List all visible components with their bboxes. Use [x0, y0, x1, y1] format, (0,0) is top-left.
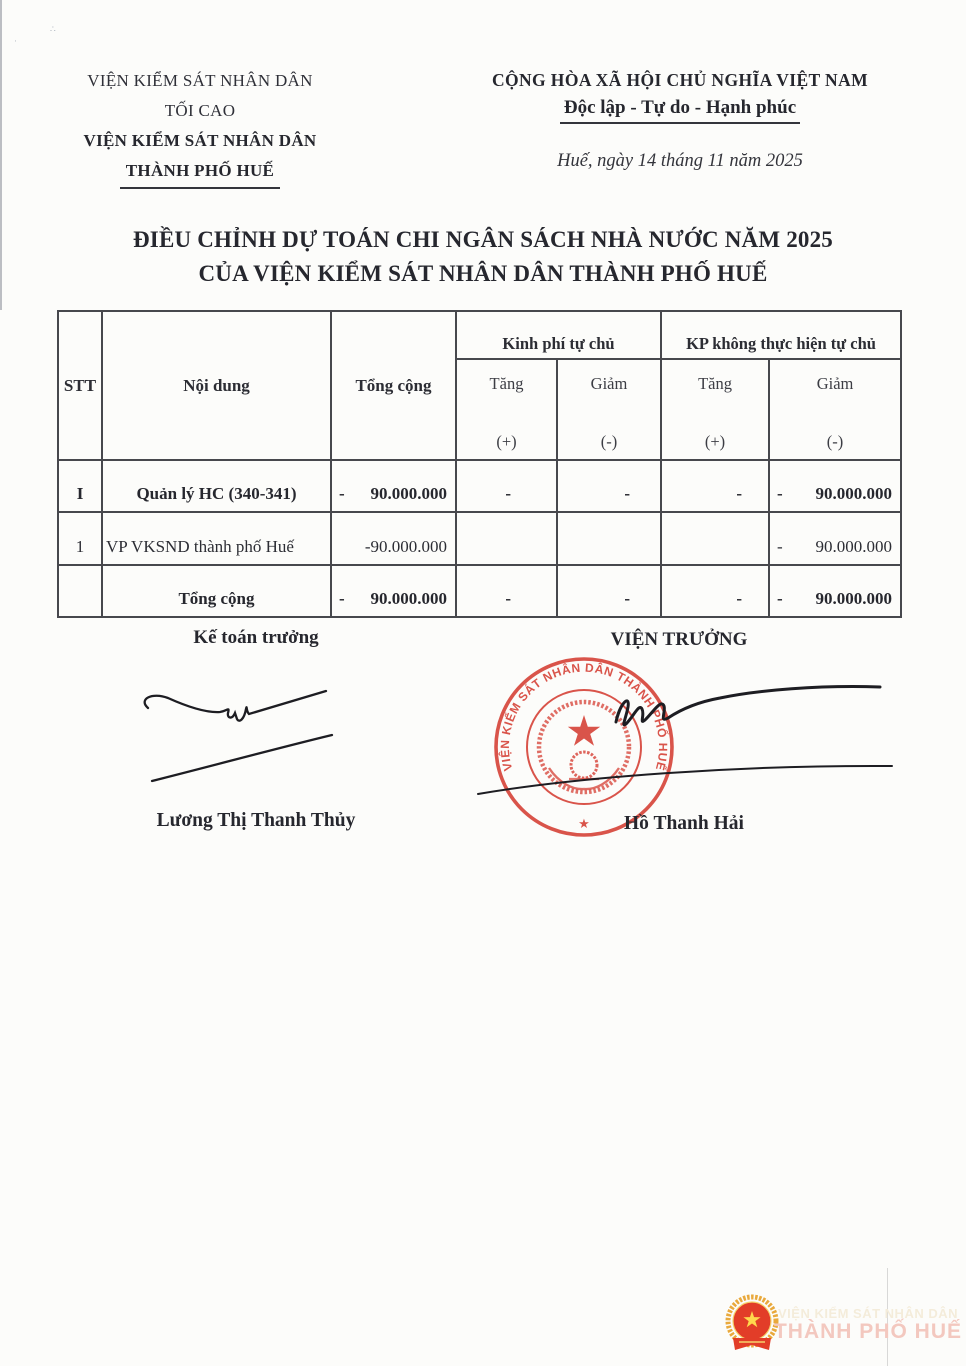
- agency-parent-line2: TỐI CAO: [164, 101, 236, 120]
- dash: -: [339, 484, 345, 503]
- cell-tang-1: -: [456, 460, 557, 512]
- stamp-arc-text: VIỆN KIỂM SÁT NHÂN DÂN THÀNH PHỐ HUẾ: [497, 660, 671, 773]
- plus-label: (+): [496, 432, 517, 451]
- country-title: CỘNG HÒA XÃ HỘI CHỦ NGHĨA VIỆT NAM: [491, 70, 869, 90]
- table-row-section: [58, 460, 901, 512]
- watermark-locality-line: THÀNH PHỐ HUẾ: [773, 1320, 962, 1343]
- col-header-tong-cong: Tổng cộng: [331, 311, 456, 460]
- tang-label: Tăng: [698, 374, 732, 393]
- cell-tang-2: -: [661, 565, 769, 617]
- document-title-line2: CỦA VIỆN KIỂM SÁT NHÂN DÂN THÀNH PHỐ HUẾ: [198, 261, 768, 286]
- subheader-giam-1: [557, 359, 661, 460]
- dash: -: [777, 589, 783, 608]
- dash: -: [339, 589, 345, 608]
- giam-label: Giảm: [816, 374, 854, 393]
- table-row-total: [58, 565, 901, 617]
- stamp-bottom-star: ★: [578, 816, 590, 831]
- amount: -90.000.000: [364, 537, 447, 556]
- issuing-agency-block: [55, 66, 345, 189]
- cell-tang-1: [456, 512, 557, 565]
- accountant-signature: [130, 678, 350, 798]
- cell-stt: 1: [58, 512, 102, 565]
- accountant-name: Lương Thị Thanh Thủy: [156, 810, 356, 831]
- col-header-stt: STT: [58, 311, 102, 460]
- cell-noi-dung: VP VKSND thành phố Huế: [102, 512, 331, 565]
- director-signature: [458, 658, 908, 808]
- cell-tang-2: [661, 512, 769, 565]
- col-header-noi-dung: Nội dung: [102, 311, 331, 460]
- scan-speck: ∴: [50, 24, 56, 34]
- ribbon-banner-icon: [733, 1338, 771, 1350]
- cell-tong-cong: [331, 565, 456, 617]
- director-role-label: VIỆN TRƯỞNG: [610, 629, 748, 650]
- cell-tang-1: -: [456, 565, 557, 617]
- document-title-line1: ĐIỀU CHỈNH DỰ TOÁN CHI NGÂN SÁCH NHÀ NƯỚC NĂM 2025: [132, 227, 834, 252]
- subheader-tang-2: [661, 359, 769, 460]
- scan-speck: ·: [14, 36, 17, 46]
- agency-parent-line1: VIỆN KIỂM SÁT NHÂN DÂN: [87, 71, 313, 90]
- cell-tong-cong: [331, 460, 456, 512]
- cell-noi-dung: Tổng cộng: [102, 565, 331, 617]
- plus-label: (+): [704, 432, 726, 451]
- amount: 90.000.000: [815, 484, 893, 503]
- agency-locality: THÀNH PHỐ HUẾ: [120, 156, 280, 189]
- cell-giam-1: [557, 512, 661, 565]
- dash: -: [777, 484, 783, 503]
- group-header-kinh-phi-tu-chu: Kinh phí tự chủ: [456, 311, 661, 359]
- national-motto: Độc lập - Tự do - Hạnh phúc: [560, 97, 800, 124]
- cell-giam-2: [769, 512, 901, 565]
- amount: 90.000.000: [370, 589, 447, 608]
- cell-giam-2: [769, 460, 901, 512]
- amount: 90.000.000: [815, 537, 893, 556]
- subheader-tang-1: [456, 359, 557, 460]
- scan-edge-artifact-left: [0, 0, 2, 310]
- amount: 90.000.000: [815, 589, 893, 608]
- giam-label: Giảm: [590, 374, 628, 393]
- cell-giam-1: -: [557, 565, 661, 617]
- cell-stt: I: [58, 460, 102, 512]
- place-date-line: Huế, ngày 14 tháng 11 năm 2025: [557, 151, 803, 171]
- cell-stt: [58, 565, 102, 617]
- budget-adjustment-table: [57, 310, 902, 618]
- cell-giam-2: [769, 565, 901, 617]
- tang-label: Tăng: [489, 374, 524, 393]
- accountant-role-label: Kế toán trưởng: [193, 627, 319, 648]
- minus-label: (-): [826, 432, 844, 451]
- national-header-block: [468, 70, 892, 172]
- director-name: Hồ Thanh Hải: [624, 813, 744, 834]
- amount: 90.000.000: [370, 484, 447, 503]
- watermark-agency-line: VIỆN KIỂM SÁT NHÂN DÂN: [777, 1306, 958, 1321]
- subheader-giam-2: [769, 359, 901, 460]
- agency-name: VIỆN KIỂM SÁT NHÂN DÂN: [83, 131, 317, 150]
- cell-tong-cong: [331, 512, 456, 565]
- dash: -: [777, 537, 783, 556]
- table-row-detail: [58, 512, 901, 565]
- cell-tang-2: -: [661, 460, 769, 512]
- group-header-kp-khong-tu-chu: KP không thực hiện tự chủ: [661, 311, 901, 359]
- cell-giam-1: -: [557, 460, 661, 512]
- document-title: [60, 223, 906, 291]
- cell-noi-dung: Quản lý HC (340-341): [102, 460, 331, 512]
- minus-label: (-): [600, 432, 618, 451]
